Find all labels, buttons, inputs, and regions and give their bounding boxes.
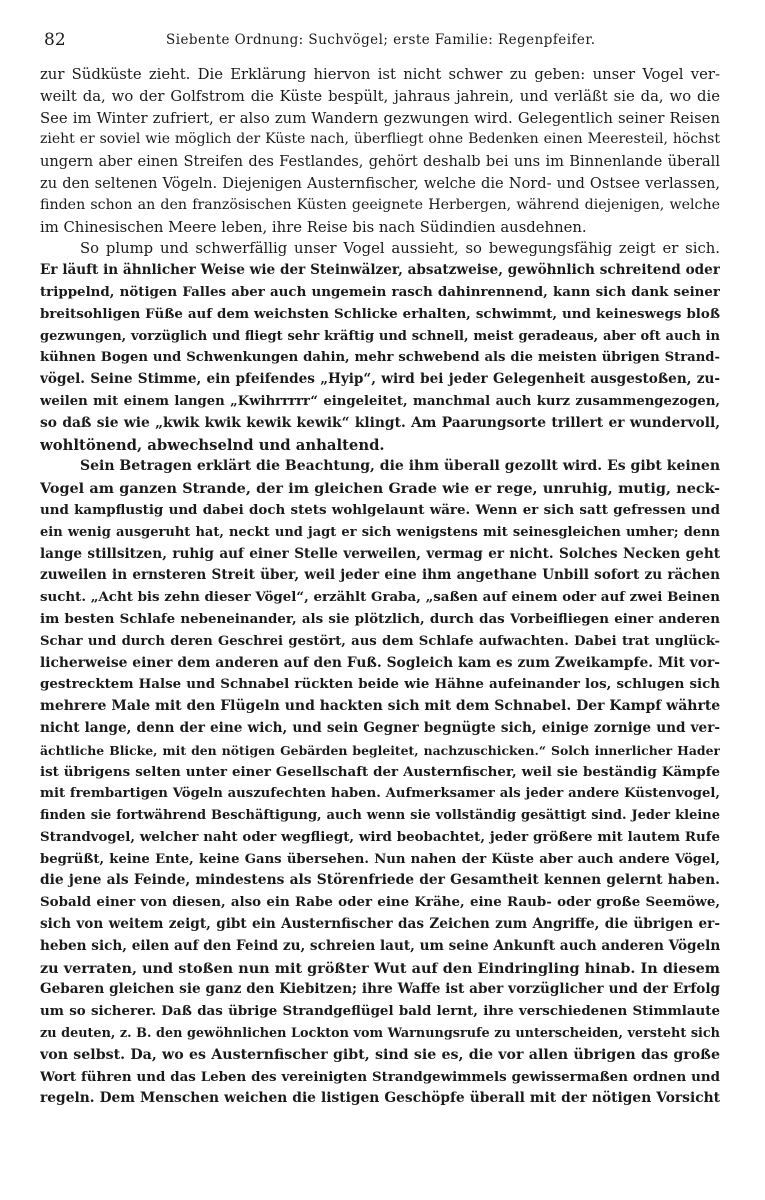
text-line: regeln. Dem Menschen weichen die listigen Geschöpfe überall mit der nötigen Vorsicht: [40, 1090, 720, 1107]
text-line: mit frembartigen Vögeln auszufechten haben. Aufmerksamer als jeder andere Küstenvogel,: [40, 786, 720, 802]
running-head: Siebente Ordnung: Suchvögel; erste Familie: Regenpfeifer.: [166, 32, 596, 48]
text-line: Strandvogel, welcher naht oder wegfliegt, wird beobachtet, jeder größere mit lautem Rufe: [40, 828, 720, 845]
text-line: gezwungen, vorzüglich und fliegt sehr kräftig und schnell, meist geradeaus, aber oft auch in: [40, 328, 720, 344]
text-line: weilt da, wo der Golfstrom die Küste bespült, jahraus jahrein, und verläßt sie da, wo die: [40, 87, 720, 105]
text-line: finden sie fortwährend Beschäftigung, auch wenn sie vollständig gesättigt sind. Jeder kleine: [40, 808, 720, 824]
text-line: sucht. „Acht bis zehn dieser Vögel“, erzählt Graba, „saßen auf einem oder auf zwei Beinen: [40, 589, 720, 606]
text-line: Vogel am ganzen Strande, der im gleichen Grade wie er rege, unruhig, mutig, neck-: [40, 480, 720, 498]
text-line: ungern aber einen Streifen des Festlandes, gehört deshalb bei uns im Binnenlande überall: [40, 153, 720, 171]
text-line: zur Südküste zieht. Die Erklärung hiervon ist nicht schwer zu geben: unser Vogel ver-: [40, 66, 720, 83]
text-line: und kampflustig und dabei doch stets wohlgelaunt wäre. Wenn er sich satt gefressen und: [40, 501, 720, 518]
text-line: [40, 1110, 720, 1132]
text-line: heben sich, eilen auf den Feind zu, schreien laut, um seine Ankunft auch anderen Vögeln: [40, 937, 720, 954]
text-line: breitsohligen Füße auf dem weichsten Schlicke erhalten, schwimmt, und keineswegs bloß: [40, 305, 720, 322]
text-line: trippelnd, nötigen Falles aber auch ungemein rasch dahinrennend, kann sich dank seiner: [40, 283, 720, 300]
text-line: nicht lange, denn der eine wich, und sein Gegner begnügte sich, einige zornige und ver-: [40, 719, 720, 736]
text-line: Wort führen und das Leben des vereinigten Strandgewimmels gewissermaßen ordnen und: [40, 1068, 720, 1085]
text-line: weilen mit einem langen „Kwihrrrrr“ eingeleitet, manchmal auch kurz zusammengezogen,: [40, 393, 720, 409]
text-line: um so sicherer. Daß das übrige Strandgeflügel bald lernt, ihre verschiedenen Stimmlaute: [40, 1003, 720, 1020]
body-text: [40, 64, 720, 1132]
page-number: 82: [44, 30, 66, 50]
text-line: finden schon an den französischen Küsten geeignete Herbergen, während diejenigen, welche: [40, 196, 720, 213]
text-line: zu verraten, und stoßen nun mit größter Wut auf den Eindringling hinab. In diesem: [40, 959, 720, 977]
text-line: Schar und durch deren Geschrei gestört, aus dem Schlafe aufwachten. Dabei trat unglück-: [40, 633, 720, 649]
text-line: See im Winter zufriert, er also zum Wandern gezwungen wird. Gelegentlich seiner Reisen: [40, 109, 720, 127]
text-line: gestrecktem Halse und Schnabel rückten beide wie Hähne aufeinander los, schlugen sich: [40, 676, 720, 693]
text-line: Gebaren gleichen sie ganz den Kiebitzen; ihre Waffe ist aber vorzüglicher und der Erfolg: [40, 981, 720, 998]
text-line: ist übrigens selten unter einer Gesellschaft der Austernfischer, weil sie beständig Kämpfe: [40, 763, 720, 780]
text-line: licherweise einer dem anderen auf den Fuß. Sogleich kam es zum Zweikampfe. Mit vor-: [40, 654, 720, 671]
text-line: die jene als Feinde, mindestens als Störenfriede der Gesamtheit kennen gelernt haben.: [40, 872, 720, 889]
text-line: sich von weitem zeigt, gibt ein Austernfischer das Zeichen zum Angriffe, die übrigen er-: [40, 916, 720, 933]
text-line: lange stillsitzen, ruhig auf einer Stelle verweilen, vermag er nicht. Solches Necken geht: [40, 545, 720, 562]
text-line: so daß sie wie „kwik kwik kewik kewik“ klingt. Am Paarungsorte trillert er wundervoll,: [40, 414, 720, 431]
text-line: ächtliche Blicke, mit den nötigen Gebärden begleitet, nachzuschicken.“ Solch innerlicher Hader: [40, 742, 720, 758]
text-line: zu den seltenen Vögeln. Diejenigen Austernfischer, welche die Nord- und Ostsee verlassen,: [40, 174, 720, 192]
paragraph-start-line: Sein Betragen erklärt die Beachtung, die ihm überall gezollt wird. Es gibt keinen: [80, 458, 720, 475]
text-line: zu deuten, z. B. den gewöhnlichen Lockton vom Warnungsrufe zu unterscheiden, versteht sich: [40, 1026, 720, 1042]
text-line: kühnen Bogen und Schwenkungen dahin, mehr schwebend als die meisten übrigen Strand-: [40, 350, 720, 366]
text-line: im Chinesischen Meere leben, ihre Reise bis nach Südindien ausdehnen.: [40, 218, 587, 236]
text-line: im besten Schlafe nebeneinander, als sie plötzlich, durch das Vorbeifliegen einer anderen: [40, 610, 720, 627]
text-line: begrüßt, keine Ente, keine Gans übersehen. Nun nahen der Küste aber auch andere Vögel,: [40, 851, 720, 867]
text-line: von selbst. Da, wo es Austernfischer gibt, sind sie es, die vor allen übrigen das große: [40, 1046, 720, 1063]
text-line: vögel. Seine Stimme, ein pfeifendes „Hyip“, wird bei jeder Gelegenheit ausgestoßen, zu-: [40, 371, 720, 388]
text-line: wohltönend, abwechselnd und anhaltend.: [40, 436, 385, 454]
text-line: ein wenig ausgeruht hat, neckt und jagt er sich wenigstens mit seinesgleichen umher; denn: [40, 524, 720, 540]
text-line: Sobald einer von diesen, also ein Rabe oder eine Krähe, eine Raub- oder große Seemöwe,: [40, 894, 720, 911]
text-line: Er läuft in ähnlicher Weise wie der Steinwälzer, absatzweise, gewöhnlich schreitend oder: [40, 262, 720, 279]
paragraph-start-line: So plump und schwerfällig unser Vogel aussieht, so bewegungsfähig zeigt er sich.: [80, 240, 720, 258]
text-line: zieht er soviel wie möglich der Küste nach, überfliegt ohne Bedenken einen Meeresteil, höchst: [40, 131, 720, 148]
text-line: mehrere Male mit den Flügeln und hackten sich mit dem Schnabel. Der Kampf währte: [40, 698, 720, 715]
text-line: zuweilen in ernsteren Streit über, weil jeder eine ihm angethane Unbill sofort zu rächen: [40, 567, 720, 584]
page-header: [44, 30, 720, 52]
